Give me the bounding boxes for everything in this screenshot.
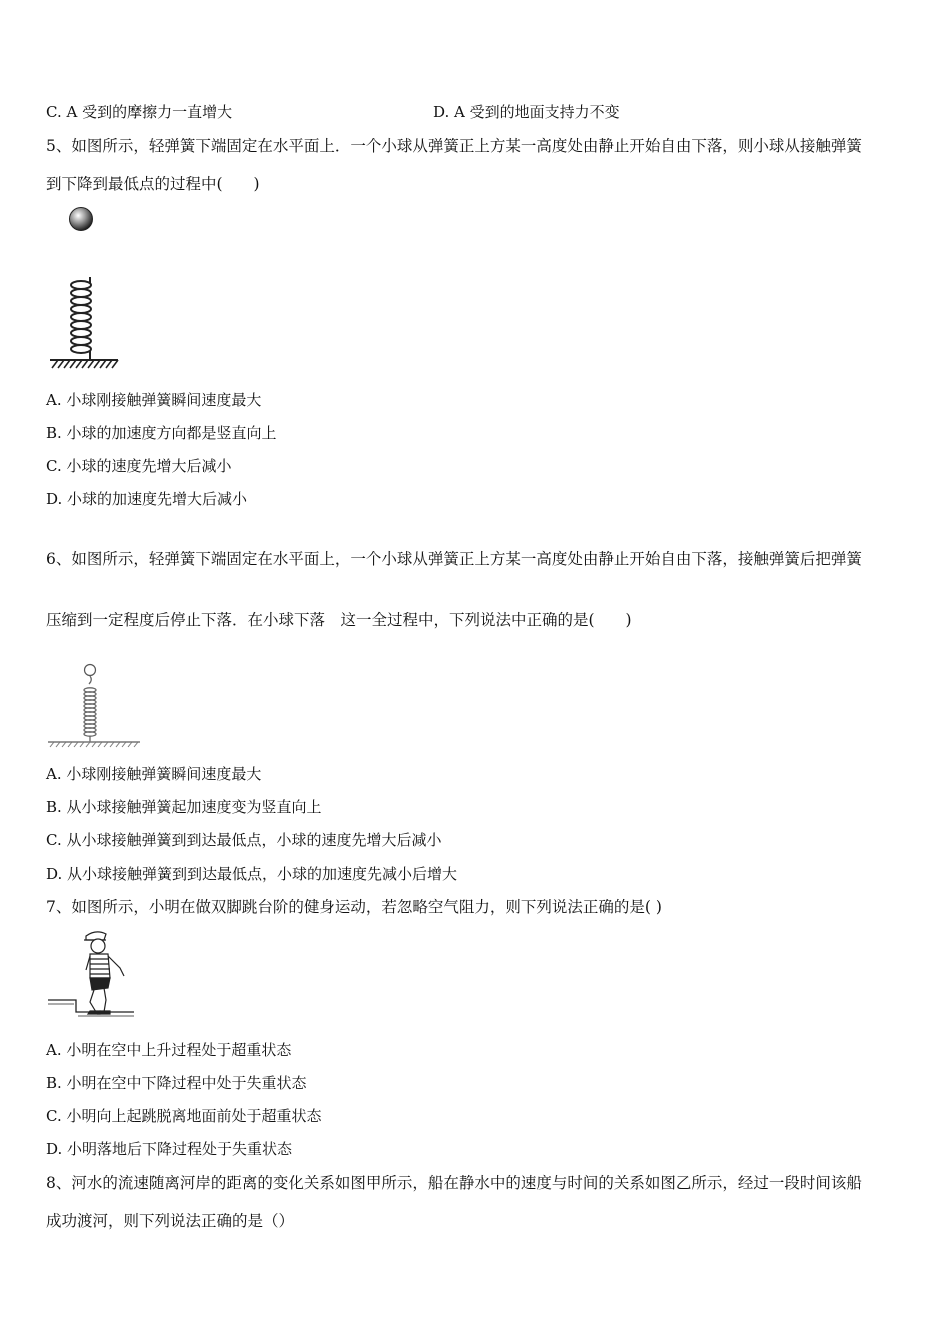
q5-option-b: B. 小球的加速度方向都是竖直向上 — [46, 424, 277, 442]
spring-icon — [71, 277, 91, 360]
q7-option-d: D. 小明落地后下降过程处于失重状态 — [46, 1140, 293, 1158]
q7-boy-jumping-steps-figure — [46, 928, 136, 1020]
q8-stem-line2: 成功渡河，则下列说法正确的是（） — [46, 1212, 295, 1230]
ground-icon — [48, 742, 140, 747]
q6-option-d: D. 从小球接触弹簧到到达最低点，小球的加速度先减小后增大 — [46, 865, 458, 883]
q6-stem-line2: 压缩到一定程度后停止下落．在小球下落 这一全过程中，下列说法中正确的是( ) — [46, 611, 632, 629]
q4-option-c: C. A 受到的摩擦力一直增大 — [46, 103, 233, 121]
q7-option-c: C. 小明向上起跳脱离地面前处于超重状态 — [46, 1107, 322, 1125]
spring-icon — [84, 676, 96, 742]
ground-icon — [50, 360, 118, 368]
q6-stem-line1: 6、如图所示，轻弹簧下端固定在水平面上，一个小球从弹簧正上方某一高度处由静止开始自由下落，接触弹簧后把弹簧 — [46, 550, 862, 568]
boy-icon — [84, 932, 124, 1014]
q8-stem-line1: 8、河水的流速随离河岸的距离的变化关系如图甲所示，船在静水中的速度与时间的关系如图乙所示，经过一段时间该船 — [46, 1174, 862, 1192]
q6-option-b: B. 从小球接触弹簧起加速度变为竖直向上 — [46, 798, 322, 816]
q6-option-a: A. 小球刚接触弹簧瞬间速度最大 — [46, 765, 262, 783]
q5-stem-line1: 5、如图所示，轻弹簧下端固定在水平面上．一个小球从弹簧正上方某一高度处由静止开始自由下落，则小球从接触弹簧 — [46, 137, 862, 155]
q5-spring-ball-figure — [46, 204, 120, 370]
q6-option-c: C. 从小球接触弹簧到到达最低点，小球的速度先增大后减小 — [46, 831, 442, 849]
ball-icon — [70, 208, 93, 231]
q7-stem: 7、如图所示，小明在做双脚跳台阶的健身运动，若忽略空气阻力，则下列说法正确的是( ) — [46, 898, 662, 916]
q5-option-d: D. 小球的加速度先增大后减小 — [46, 490, 248, 508]
q5-option-c: C. 小球的速度先增大后减小 — [46, 457, 232, 475]
ball-icon — [85, 665, 96, 676]
q7-option-a: A. 小明在空中上升过程处于超重状态 — [46, 1041, 292, 1059]
q6-spring-ball-figure — [46, 660, 142, 750]
q5-option-a: A. 小球刚接触弹簧瞬间速度最大 — [46, 391, 262, 409]
q7-option-b: B. 小明在空中下降过程中处于失重状态 — [46, 1074, 307, 1092]
q5-stem-line2: 到下降到最低点的过程中( ) — [46, 175, 260, 193]
q4-option-d: D. A 受到的地面支持力不变 — [433, 103, 620, 121]
